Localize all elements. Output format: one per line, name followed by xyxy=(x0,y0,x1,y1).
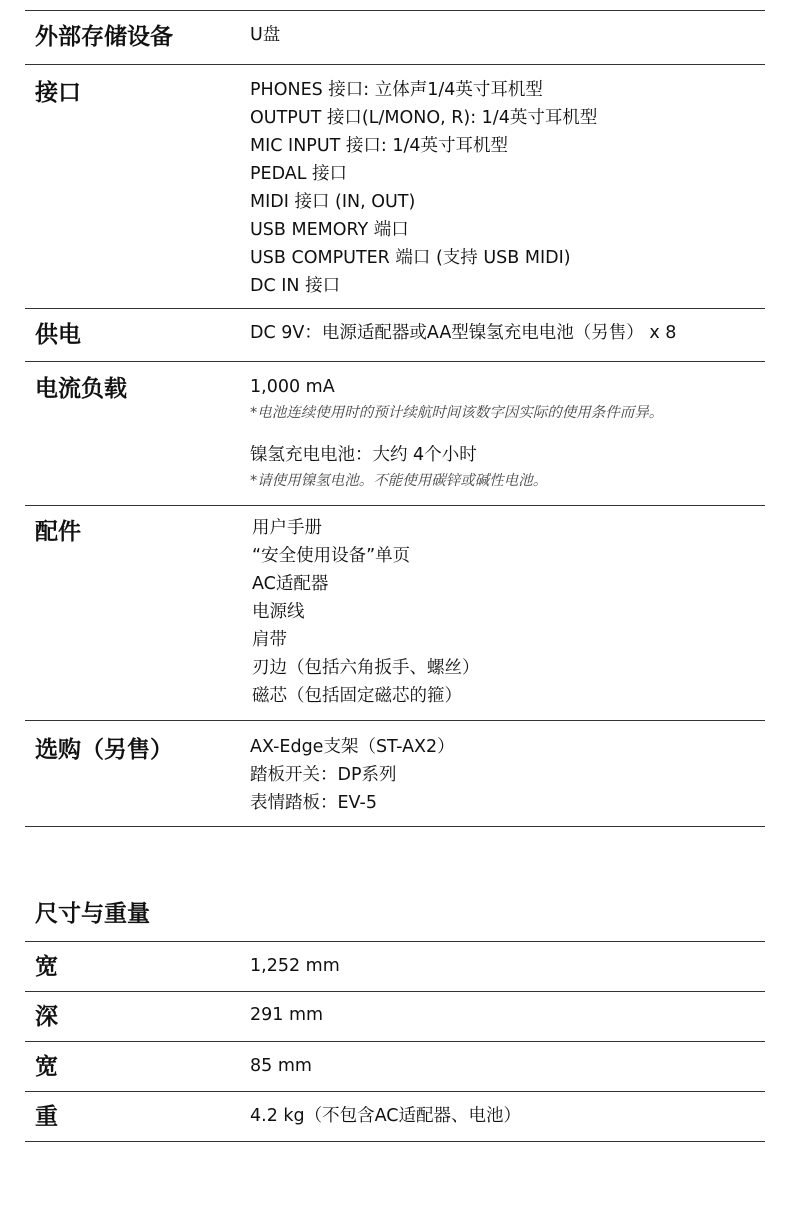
spec-value: PHONES 接口: 立体声1/4英寸耳机型 xyxy=(250,80,543,100)
spec-value: 电源线 xyxy=(252,602,305,622)
spec-row-storage xyxy=(25,10,765,64)
dimension-label: 深 xyxy=(35,1004,58,1030)
spec-value: U盘 xyxy=(250,25,281,45)
spec-value: “安全使用设备”单页 xyxy=(252,546,411,566)
spec-value: USB COMPUTER 端口 (支持 USB MIDI) xyxy=(250,248,571,268)
spec-value: 肩带 xyxy=(252,630,287,650)
spec-value: 刃边（包括六角扳手、螺丝） xyxy=(252,658,480,678)
spec-row-power xyxy=(25,308,765,361)
spec-row-accessories xyxy=(25,505,765,720)
spec-label: 电流负载 xyxy=(35,376,127,402)
spec-row-current xyxy=(25,361,765,505)
spec-value: AX-Edge支架（ST-AX2） xyxy=(250,737,455,757)
spec-value: OUTPUT 接口(L/MONO, R): 1/4英寸耳机型 xyxy=(250,108,598,128)
spec-label: 配件 xyxy=(35,519,81,545)
spec-label: 外部存储设备 xyxy=(35,24,173,50)
spec-note: *电池连续使用时的预计续航时间该数字因实际的使用条件而异。 xyxy=(250,405,664,421)
spec-value: USB MEMORY 端口 xyxy=(250,220,409,240)
dimension-value: 85 mm xyxy=(250,1056,312,1076)
spec-value: 磁芯（包括固定磁芯的箍） xyxy=(252,686,462,706)
spec-value: 1,000 mA xyxy=(250,377,335,397)
spec-value: AC适配器 xyxy=(252,574,329,594)
spec-value: PEDAL 接口 xyxy=(250,164,348,184)
dimension-label: 重 xyxy=(35,1104,58,1130)
spec-value: DC 9V：电源适配器或AA型镍氢充电电池（另售） x 8 xyxy=(250,323,677,343)
dimension-row-height xyxy=(25,1041,765,1091)
dimension-label: 宽 xyxy=(35,954,58,980)
spec-value: 踏板开关：DP系列 xyxy=(250,765,397,785)
dimension-value: 1,252 mm xyxy=(250,956,340,976)
spec-value: 用户手册 xyxy=(252,518,322,538)
spec-value: DC IN 接口 xyxy=(250,276,341,296)
dimension-row-weight xyxy=(25,1091,765,1141)
dimensions-table xyxy=(25,941,765,1142)
section-title: 尺寸与重量 xyxy=(35,901,150,927)
dimension-value: 4.2 kg（不包含AC适配器、电池） xyxy=(250,1106,522,1126)
spec-row-options xyxy=(25,720,765,826)
dimension-value: 291 mm xyxy=(250,1005,324,1025)
dimension-row-width xyxy=(25,941,765,991)
spec-label: 选购（另售） xyxy=(35,737,173,763)
spec-label: 供电 xyxy=(35,322,81,348)
spec-note: *请使用镍氢电池。不能使用碳锌或碱性电池。 xyxy=(250,473,548,489)
spec-row-ports xyxy=(25,64,765,308)
spec-value: MIC INPUT 接口: 1/4英寸耳机型 xyxy=(250,136,509,156)
spec-value: 镍氢充电电池：大约 4个小时 xyxy=(250,445,477,465)
dimension-row-depth xyxy=(25,991,765,1041)
dimension-label: 宽 xyxy=(35,1054,58,1080)
spec-label: 接口 xyxy=(35,80,81,106)
specs-table xyxy=(25,10,765,827)
spec-value: MIDI 接口 (IN, OUT) xyxy=(250,192,416,212)
spec-value: 表情踏板：EV-5 xyxy=(250,793,377,813)
